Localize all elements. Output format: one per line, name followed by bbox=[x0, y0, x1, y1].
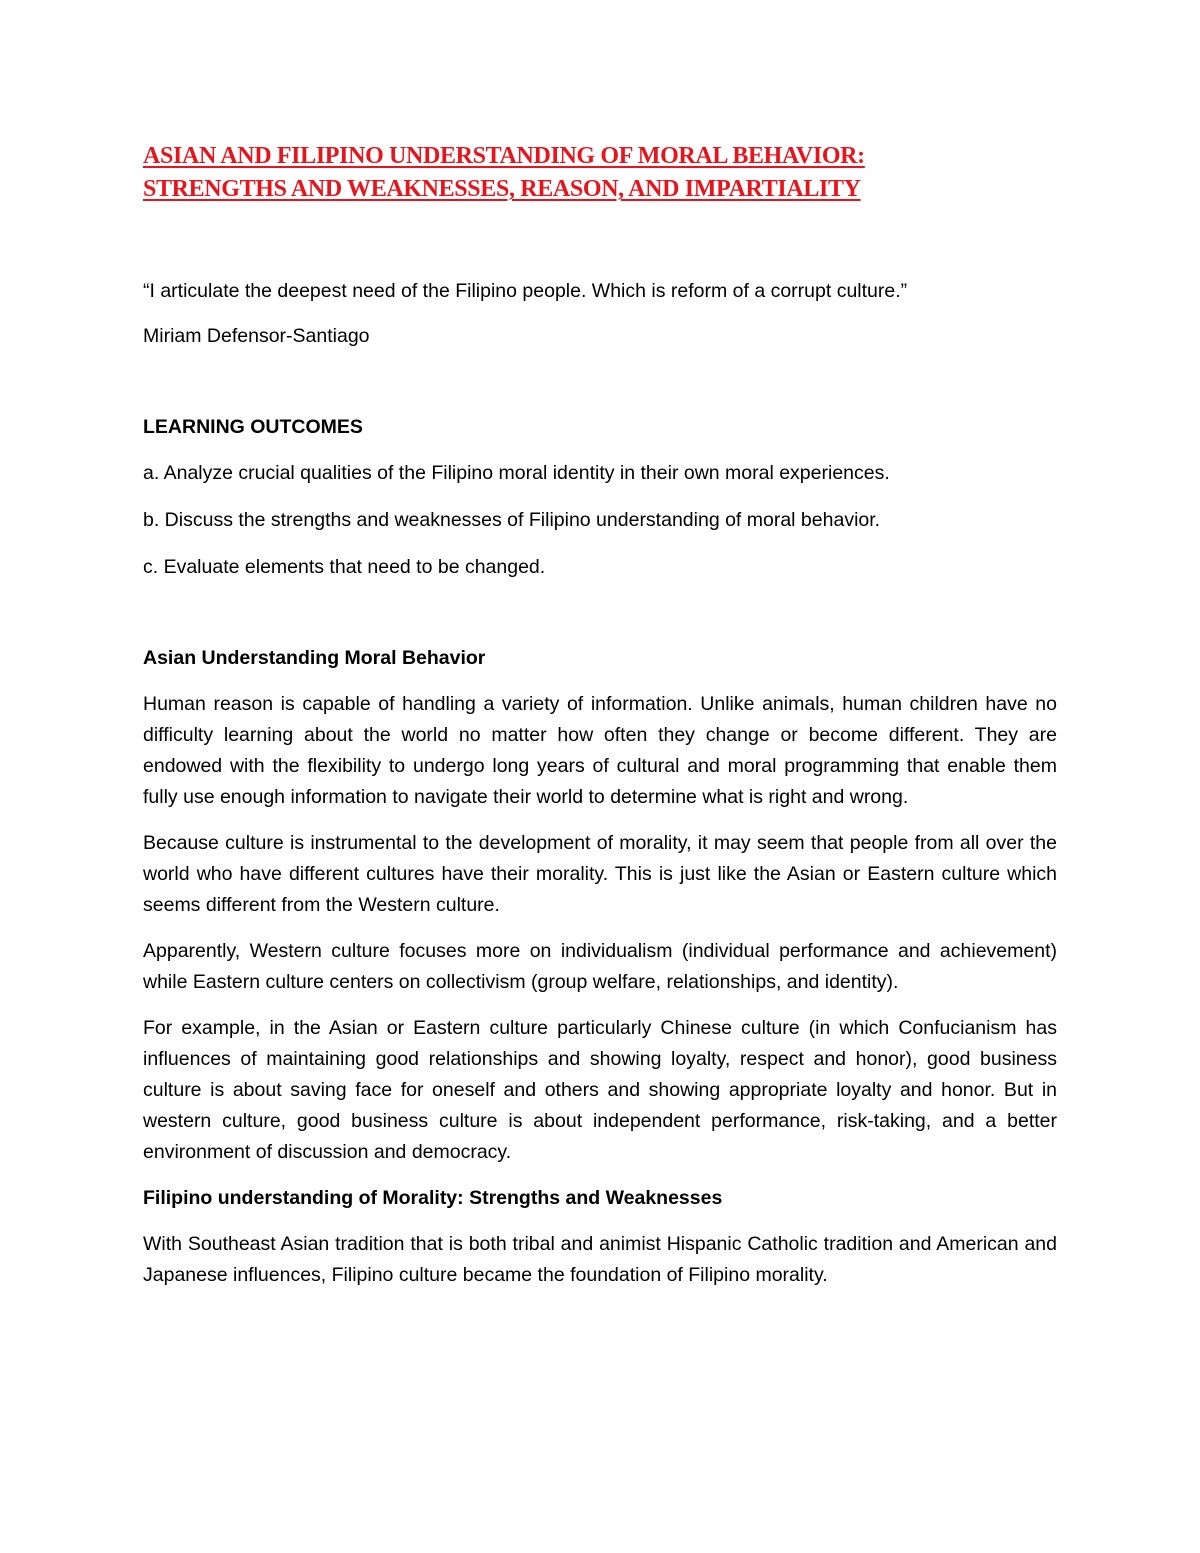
learning-outcomes-heading: LEARNING OUTCOMES bbox=[143, 416, 363, 438]
body-paragraph: Human reason is capable of handling a variety of information. Unlike animals, human children have no difficulty learning about the world no matter how often they change or become different. They are endowed with the flexibility to undergo long years of cultural and moral programming that enable them fully use enough information to navigate their world to determine what is right and wrong. bbox=[143, 693, 1057, 808]
body-paragraph: With Southeast Asian tradition that is both tribal and animist Hispanic Catholic tradition and American and Japanese influences, Filipino culture became the foundation of Filipino morality. bbox=[143, 1233, 1057, 1286]
title-line-1: ASIAN AND FILIPINO UNDERSTANDING OF MORAL BEHAVIOR: bbox=[143, 143, 865, 169]
learning-outcome-item: a. Analyze crucial qualities of the Filipino moral identity in their own moral experiences. bbox=[143, 462, 890, 484]
section-heading-filipino-morality: Filipino understanding of Morality: Strengths and Weaknesses bbox=[143, 1187, 723, 1209]
epigraph-author: Miriam Defensor-Santiago bbox=[143, 325, 370, 347]
learning-outcome-item: b. Discuss the strengths and weaknesses of Filipino understanding of moral behavior. bbox=[143, 509, 881, 531]
body-paragraph: Apparently, Western culture focuses more on individualism (individual performance and achievement) while Eastern culture centers on collectivism (group welfare, relationships, and identity). bbox=[143, 940, 1057, 993]
title-line-2: STRENGTHS AND WEAKNESSES, REASON, AND IMPARTIALITY bbox=[143, 176, 861, 202]
epigraph-quote: “I articulate the deepest need of the Filipino people. Which is reform of a corrupt culture.” bbox=[143, 280, 908, 302]
body-paragraph: Because culture is instrumental to the development of morality, it may seem that people from all over the world who have different cultures have their morality. This is just like the Asian or Eastern culture which seems different from the Western culture. bbox=[143, 832, 1057, 916]
document-title bbox=[143, 140, 1057, 206]
learning-outcome-item: c. Evaluate elements that need to be changed. bbox=[143, 556, 546, 578]
document-content bbox=[143, 140, 1057, 1291]
section-heading-asian-moral-behavior: Asian Understanding Moral Behavior bbox=[143, 647, 486, 669]
body-paragraph: For example, in the Asian or Eastern culture particularly Chinese culture (in which Confucianism has influences of maintaining good relationships and showing loyalty, respect and honor), good business culture is about saving face for oneself and others and showing appropriate loyalty and honor. But in western culture, good business culture is about independent performance, risk-taking, and a better environment of discussion and democracy. bbox=[143, 1017, 1057, 1163]
